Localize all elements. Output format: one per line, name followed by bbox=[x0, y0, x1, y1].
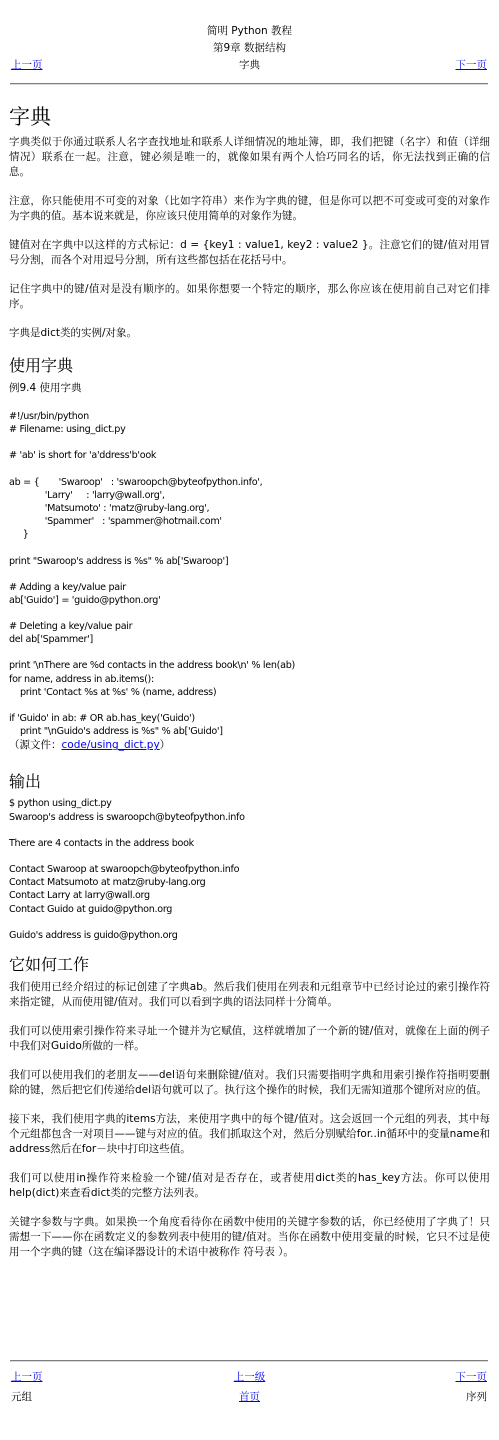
output-line: $ python using_dict.py bbox=[9, 798, 112, 810]
footer-up-link[interactable] bbox=[0, 1370, 499, 1385]
code-line: # Adding a key/value pair bbox=[9, 581, 126, 593]
block-gap bbox=[9, 568, 490, 581]
current-page-title: 字典 bbox=[239, 59, 260, 71]
footer-prev-link[interactable]: 上一页 bbox=[11, 1371, 43, 1383]
code-line: del ab['Spammer'] bbox=[9, 634, 93, 646]
explain-paragraph: 接下来，我们使用字典的items方法，来使用字典中的每个键/值对。这会返回一个元组的列表，其中每个元组都包含一对项目——键与对应的值。我们抓取这个对，然后分别赋给for..in循环中的变量name和address然后在for－块中打印这些值。 bbox=[9, 1112, 490, 1155]
code-line: 'Larry' : 'larry@wall.org', bbox=[9, 489, 165, 501]
explain-paragraph: 我们可以使用索引操作符来寻址一个键并为它赋值，这样就增加了一个新的键/值对，就像在上面的例子中我们对Guido所做的一样。 bbox=[9, 1024, 490, 1052]
block-gap bbox=[9, 542, 490, 555]
block-gap bbox=[9, 463, 490, 476]
footer-up-label[interactable]: 上一级 bbox=[233, 1371, 266, 1383]
explain-section bbox=[9, 980, 490, 1260]
code-line: ab = { 'Swaroop' : 'swaroopch@byteofpython.info', bbox=[9, 476, 263, 488]
explain-paragraph: 我们使用已经介绍过的标记创建了字典ab。然后我们使用在列表和元组章节中已经讨论过的索引操作符来指定键，从而使用键/值对。我们可以看到字典的语法同样十分简单。 bbox=[9, 980, 490, 1008]
book-title: 简明 Python 教程 bbox=[206, 25, 293, 37]
code-listing bbox=[9, 410, 490, 738]
section-heading-explain: 它如何工作 bbox=[9, 954, 90, 974]
source-file-line bbox=[9, 738, 490, 753]
example-title: 例9.4 使用字典 bbox=[9, 382, 82, 394]
output-line: Contact Matsumoto at matz@ruby-lang.org bbox=[9, 877, 206, 889]
block-gap bbox=[9, 850, 490, 863]
code-line: 'Spammer' : 'spammer@hotmail.com' bbox=[9, 516, 222, 528]
footer-home-link[interactable] bbox=[0, 1390, 499, 1405]
intro-paragraph: 字典类似于你通过联系人名字查找地址和联系人详细情况的地址簿，即，我们把键（名字）和值（详细情况）联系在一起。注意，键必须是唯一的，就像如果有两个人恰巧同名的话，你无法找到正确的信息。 bbox=[9, 136, 490, 178]
block-gap bbox=[9, 699, 490, 712]
output-line: Swaroop's address is swaroopch@byteofpython.info bbox=[9, 811, 245, 823]
explain-paragraph: 我们可以使用in操作符来检验一个键/值对是否存在，或者使用dict类的has_key方法。你可以使用help(dict)来查看dict类的完整方法列表。 bbox=[9, 1171, 490, 1199]
program-output bbox=[9, 797, 490, 942]
footer-home-label[interactable]: 首页 bbox=[239, 1391, 260, 1403]
next-page-link[interactable]: 下一页 bbox=[455, 59, 487, 71]
code-line: } bbox=[9, 529, 29, 541]
footer-prev-title: 元组 bbox=[11, 1391, 32, 1403]
code-line: if 'Guido' in ab: # OR ab.has_key('Guido') bbox=[9, 713, 195, 724]
intro-paragraph: 键值对在字典中以这样的方式标记：d = {key1 : value1, key2 : value2 }。注意它们的键/值对用冒号分割，而各个对用逗号分割，所有这些都包括在花括号中。 bbox=[9, 239, 490, 266]
code-line: print "Swaroop's address is %s" % ab['Swaroop'] bbox=[9, 555, 229, 567]
source-suffix: ） bbox=[159, 739, 171, 752]
footer-next-title: 序列 bbox=[466, 1391, 487, 1403]
output-line: Contact Guido at guido@python.org bbox=[9, 903, 173, 915]
code-line: print "\nGuido's address is %s" % ab['Guido'] bbox=[9, 726, 223, 738]
section-heading-usage: 使用字典 bbox=[9, 356, 74, 375]
navigation-footer bbox=[0, 1360, 499, 1410]
code-line: # Filename: using_dict.py bbox=[9, 424, 126, 436]
output-line: Guido's address is guido@python.org bbox=[9, 929, 178, 941]
intro-section bbox=[9, 135, 490, 341]
block-gap bbox=[9, 607, 490, 620]
explain-paragraph: 关键字参数与字典。如果换一个角度看待你在函数中使用的关键字参数的话，你已经使用了字典了！只需想一下——你在函数定义的参数列表中使用的键/值对。当你在函数中使用变量的时候，它只不过是使用一个字典的键（这在编译器设计的术语中被称作 符号表 ）。 bbox=[9, 1215, 490, 1258]
intro-paragraph: 注意，你只能使用不可变的对象（比如字符串）来作为字典的键，但是你可以把不可变或可变的对象作为字典的值。基本说来就是，你应该只使用简单的对象作为键。 bbox=[9, 195, 490, 222]
code-line: print 'Contact %s at %s' % (name, address) bbox=[9, 686, 217, 698]
content bbox=[9, 103, 490, 1274]
code-line: # Deleting a key/value pair bbox=[9, 621, 133, 633]
intro-paragraph: 字典是dict类的实例/对象。 bbox=[9, 327, 138, 339]
page-heading: 字典 bbox=[9, 105, 51, 129]
block-gap bbox=[9, 646, 490, 659]
code-line: for name, address in ab.items(): bbox=[9, 673, 154, 685]
code-line: ab['Guido'] = 'guido@python.org' bbox=[9, 594, 161, 606]
code-line: 'Matsumoto' : 'matz@ruby-lang.org', bbox=[9, 502, 210, 514]
intro-paragraph: 记住字典中的键/值对是没有顺序的。如果你想要一个特定的顺序，那么你应该在使用前自己对它们排序。 bbox=[9, 283, 490, 310]
block-gap bbox=[9, 436, 490, 449]
output-line: There are 4 contacts in the address book bbox=[9, 837, 194, 849]
prev-page-link[interactable]: 上一页 bbox=[11, 59, 43, 71]
code-line: # 'ab' is short for 'a'ddress'b'ook bbox=[9, 450, 157, 462]
explain-paragraph: 我们可以使用我们的老朋友——del语句来删除键/值对。我们只需要指明字典和用索引操作符指明要删除的键，然后把它们传递给del语句就可以了。执行这个操作的时候，我们无需知道那个键所对应的值。 bbox=[9, 1068, 490, 1096]
header-divider bbox=[10, 83, 488, 85]
source-file-link[interactable]: code/using_dict.py bbox=[61, 739, 160, 752]
output-line: Contact Larry at larry@wall.org bbox=[9, 890, 150, 902]
source-prefix: （源文件： bbox=[9, 739, 62, 752]
navigation-header bbox=[0, 0, 499, 86]
section-heading-output: 输出 bbox=[9, 772, 42, 792]
code-line: print '\nThere are %d contacts in the address book\n' % len(ab) bbox=[9, 660, 295, 672]
footer-next-link[interactable]: 下一页 bbox=[455, 1371, 487, 1383]
block-gap bbox=[9, 916, 490, 929]
output-line: Contact Swaroop at swaroopch@byteofpython.info bbox=[9, 863, 240, 875]
code-line: #!/usr/bin/python bbox=[9, 411, 89, 422]
chapter-title: 第9章 数据结构 bbox=[212, 42, 287, 54]
block-gap bbox=[9, 824, 490, 837]
